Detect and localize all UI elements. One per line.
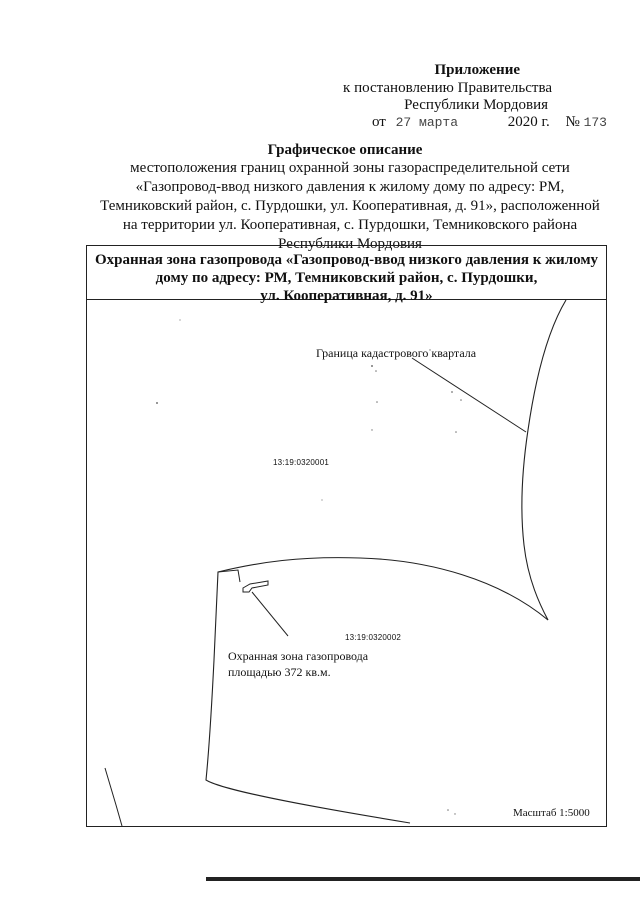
- description-line: Темниковский район, с. Пурдошки, ул. Кооперативная, д. 91», расположенной: [100, 198, 600, 214]
- description-line: Республики Мордовия: [278, 236, 422, 252]
- description-line: «Газопровод-ввод низкого давления к жилому дому по адресу: РМ,: [135, 179, 565, 195]
- description-line: на территории ул. Кооперативная, с. Пурдошки, Темниковского района: [122, 217, 578, 233]
- date-handwritten: 27 марта: [395, 115, 459, 130]
- number-prefix: №: [565, 114, 580, 130]
- boundary-step-line: [218, 570, 240, 582]
- date-year: 2020 г.: [507, 114, 550, 130]
- description-line: местоположения границ охранной зоны газораспределительной сети: [130, 160, 570, 176]
- left-boundary-line: [105, 768, 122, 826]
- zone-leader-line: [252, 592, 288, 636]
- document-number: 173: [583, 115, 607, 130]
- zone-label-line-2: площадью 372 кв.м.: [228, 665, 331, 679]
- zone-label-line-1: Охранная зона газопровода: [228, 649, 369, 663]
- gas-pipeline-zone-shape: [243, 581, 268, 592]
- appendix-line-2: Республики Мордовия: [404, 97, 548, 113]
- map-title-line: ул. Кооперативная, д. 91»: [260, 288, 433, 304]
- cadastral-boundary-label: Граница кадастрового квартала: [316, 346, 477, 360]
- scan-edge-bar: [206, 877, 640, 881]
- map-title-line: дому по адресу: РМ, Темниковский район, с. Пурдошки,: [155, 270, 538, 286]
- cadastral-boundary-line: [522, 300, 566, 620]
- map-scale: Масштаб 1:5000: [513, 807, 590, 819]
- parcel-label-1: 13:19:0320001: [273, 458, 329, 467]
- date-prefix: от: [372, 114, 386, 130]
- lower-quarter-boundary-line: [206, 558, 548, 823]
- map-title-line: Охранная зона газопровода «Газопровод-ввод низкого давления к жилому: [94, 252, 599, 268]
- appendix-line-1: к постановлению Правительства: [343, 80, 552, 96]
- scan-specks: [156, 319, 462, 814]
- parcel-label-2: 13:19:0320002: [345, 633, 401, 642]
- description-title: Графическое описание: [267, 142, 423, 158]
- appendix-title: Приложение: [434, 62, 520, 78]
- cadastral-leader-line: [412, 358, 526, 432]
